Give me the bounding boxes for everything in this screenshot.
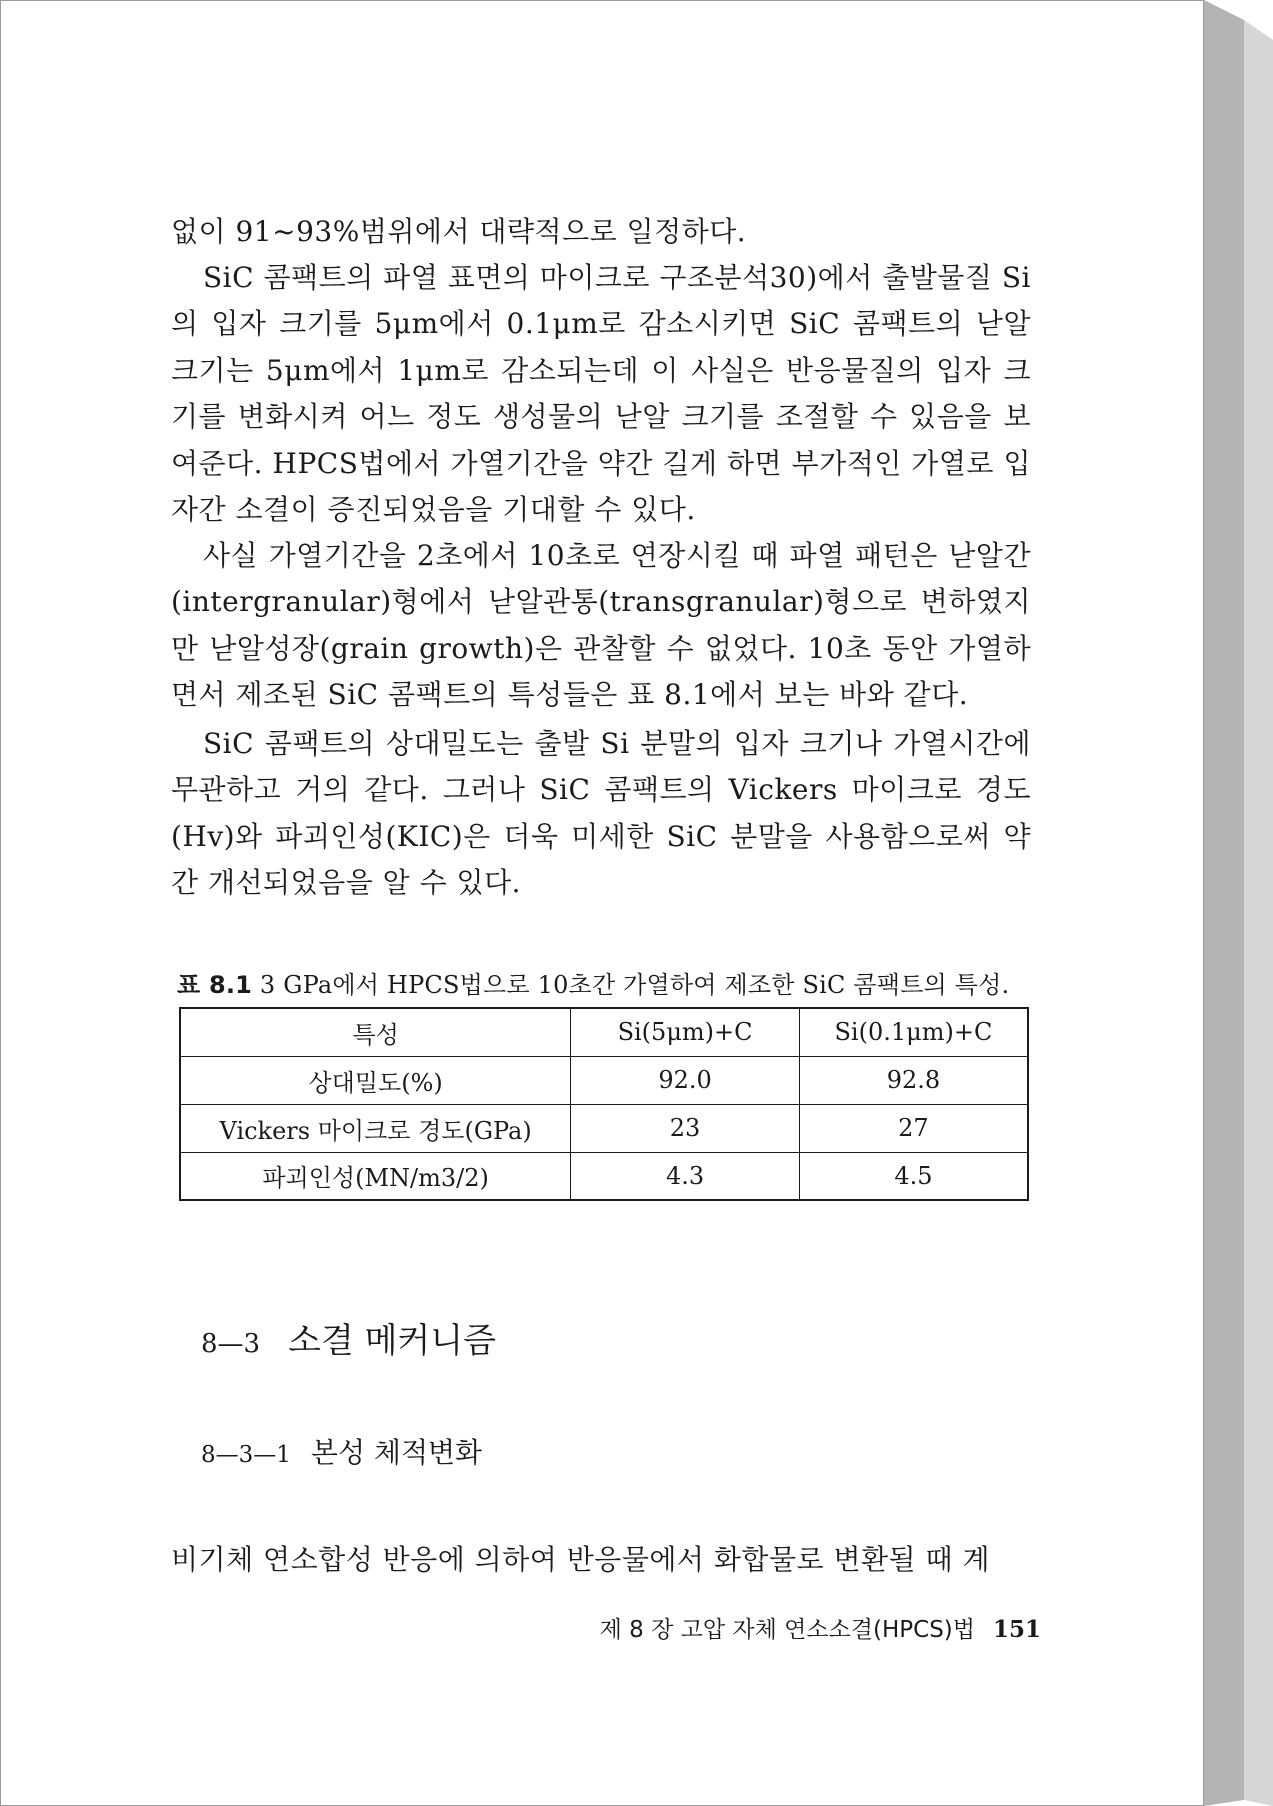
page-edge-dark <box>1204 0 1244 1806</box>
table-cell: 4.3 <box>571 1152 800 1200</box>
table-header-cell: Si(0.1μm)+C <box>799 1008 1028 1056</box>
page-edge-light <box>1244 20 1273 1806</box>
subsection-heading <box>201 1431 482 1471</box>
table-row <box>180 1104 1028 1152</box>
section-heading <box>201 1313 496 1362</box>
table-row <box>180 1152 1028 1200</box>
paragraph-4: SiC 콤팩트의 상대밀도는 출발 Si 분말의 입자 크기나 가열시간에 무관하고 거의 같다. 그러나 SiC 콤팩트의 Vickers 마이크로 경도(Hv)와 파괴인성(KIC)은 더욱 미세한 SiC 분말을 사용함으로써 약간 개선되었음을 알 수 있다. <box>171 727 1031 900</box>
paragraph-1: 없이 91~93%범위에서 대략적으로 일정하다. <box>171 215 747 248</box>
table-row <box>180 1056 1028 1104</box>
section-title: 소결 메커니즘 <box>288 1321 496 1361</box>
table-cell: 23 <box>571 1104 800 1152</box>
table-cell: Vickers 마이크로 경도(GPa) <box>180 1104 571 1152</box>
table-cell: 92.8 <box>799 1056 1028 1104</box>
table-header-row <box>180 1008 1028 1056</box>
table-cell: 상대밀도(%) <box>180 1056 571 1104</box>
chapter-title: 제 8 장 고압 자체 연소소결(HPCS)법 <box>599 1617 975 1643</box>
section-number: 8—3 <box>201 1329 261 1359</box>
paragraph-2: SiC 콤팩트의 파열 표면의 마이크로 구조분석30)에서 출발물질 Si의 입자 크기를 5μm에서 0.1μm로 감소시키면 SiC 콤팩트의 낟알 크기는 5μm에서 1μm로 감소되는데 이 사실은 반응물질의 입자 크기를 변화시켜 어느 정도 생성물의 낟알 크기를 조절할 수 있음을 보여준다. HPCS법에서 가열기간을 약간 길게 하면 부가적인 가열로 입자간 소결이 증진되었음을 기대할 수 있다. <box>171 261 1031 527</box>
table-header-cell: 특성 <box>180 1008 571 1056</box>
table-cell: 4.5 <box>799 1152 1028 1200</box>
table-header-cell: Si(5μm)+C <box>571 1008 800 1056</box>
properties-table <box>179 1007 1029 1201</box>
table-caption-text: 3 GPa에서 HPCS법으로 10초간 가열하여 제조한 SiC 콤팩트의 특성. <box>259 971 1010 999</box>
table-caption-label: 표 8.1 <box>177 971 253 999</box>
table-cell: 파괴인성(MN/m3/2) <box>180 1152 571 1200</box>
last-line: 비기체 연소합성 반응에 의하여 반응물에서 화합물로 변환될 때 계 <box>171 1543 991 1576</box>
subsection-number: 8—3—1 <box>201 1442 291 1468</box>
table-caption <box>177 965 1037 1000</box>
table-cell: 27 <box>799 1104 1028 1152</box>
paragraph-3: 사실 가열기간을 2초에서 10초로 연장시킬 때 파열 패턴은 낟알간(intergranular)형에서 낟알관통(transgranular)형으로 변하였지만 낟알성장(grain growth)은 관찰할 수 없었다. 10초 동안 가열하면서 제조된 SiC 콤팩트의 특성들은 표 8.1에서 보는 바와 같다. <box>171 539 1031 712</box>
page-edge-shadow <box>1204 0 1273 1806</box>
subsection-title: 본성 체적변화 <box>310 1436 483 1469</box>
page-number: 151 <box>992 1616 1041 1643</box>
table-cell: 92.0 <box>571 1056 800 1104</box>
running-footer <box>541 1611 1041 1644</box>
